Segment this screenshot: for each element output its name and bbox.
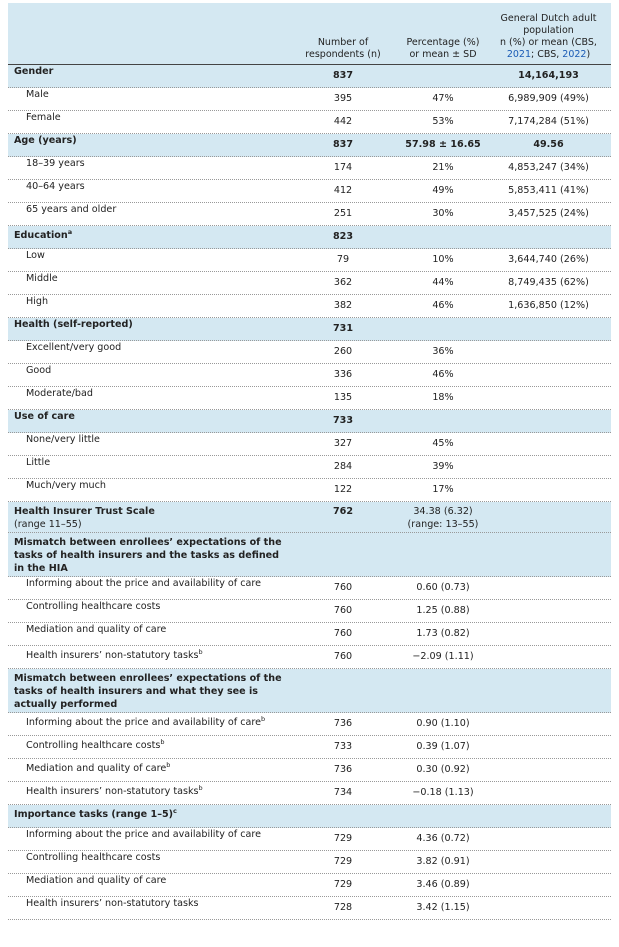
row-label-text: Informing about the price and availability of care [26,717,262,729]
row-label [14,134,294,147]
respondents-value: 382 [333,300,353,311]
percentage-value: 49% [432,185,454,196]
respondents-value: 823 [332,231,354,242]
footnote-marker: b [160,738,165,746]
percentage-value: −0.18 (1.13) [412,787,474,798]
percentage-value: 21% [432,162,454,173]
row-label-text: Little [26,457,51,468]
header-text: Percentage (%) [406,37,480,48]
row-label-text: Mediation and quality of care [26,624,167,635]
percentage-value: 3.82 (0.91) [416,856,470,867]
respondents-value: 729 [333,833,353,844]
row-label [26,364,306,377]
row-label [26,577,306,590]
row-label-line: tasks of health insurers and the tasks as defined [14,550,280,561]
row-label [26,180,306,193]
table-row [8,759,611,782]
respondents-value: 736 [333,764,353,775]
respondents-value: 395 [333,93,353,104]
percentage-value: 47% [432,93,454,104]
row-label [26,272,306,285]
header-text: Number of [317,37,369,48]
table-body [8,65,611,920]
table-row [8,897,611,920]
percentage-value: 10% [432,254,454,265]
row-label-text: Controlling healthcare costs [26,601,161,612]
table-row [8,646,611,669]
row-label [26,295,306,308]
table-row [8,111,611,134]
row-label [26,874,306,887]
percentage-line: (range: 13–55) [407,519,479,530]
percentage-value: 46% [432,369,454,380]
row-label [26,249,306,262]
row-label-text: 40–64 years [26,181,85,192]
table-row [8,851,611,874]
respondents-value: 251 [333,208,353,219]
row-label-text: Use of care [14,411,75,422]
header-text: respondents (n) [305,49,381,60]
header-text [293,49,393,61]
footnote-marker: b [198,784,203,792]
percentage-value: 0.60 (0.73) [416,582,470,593]
row-label-text: Controlling healthcare costs [26,852,161,863]
table-row [8,249,611,272]
table-row [8,623,611,646]
percentage-value: 0.30 (0.92) [416,764,470,775]
percentage-value: 0.90 (1.10) [416,718,470,729]
respondents-value: 762 [332,506,354,517]
table-row [8,577,611,600]
percentage-value: 4.36 (0.72) [416,833,470,844]
respondents-value: 729 [333,879,353,890]
row-label [14,805,294,821]
row-label-line: in the HIA [14,563,68,574]
table-row [8,157,611,180]
percentage-value: 45% [432,438,454,449]
percentage-value: 36% [432,346,454,357]
respondents-value: 733 [333,741,353,752]
row-label [26,111,306,124]
citation-link-2021[interactable]: 2021 [506,49,531,60]
row-label [14,502,294,531]
population-value: 5,853,411 (41%) [508,185,589,196]
row-label [26,623,306,636]
header-text: n (%) or mean (CBS, [500,37,597,48]
respondents-value: 760 [333,605,353,616]
respondents-value: 733 [332,415,354,426]
respondents-value: 122 [333,484,353,495]
respondents-value: 760 [333,582,353,593]
table-row [8,456,611,479]
row-label-text: Male [26,89,49,100]
table-row [8,180,611,203]
population-value: 3,644,740 (26%) [508,254,589,265]
respondents-value: 760 [333,628,353,639]
table-row [8,874,611,897]
section-row [8,502,611,533]
respondents-value: 362 [333,277,353,288]
footnote-marker: b [198,648,203,656]
row-label [26,157,306,170]
row-label-text: High [26,296,49,307]
percentage-value: 39% [432,461,454,472]
row-label [14,226,294,242]
respondents-value: 412 [333,185,353,196]
row-label-text: Education [14,230,68,242]
row-label [26,782,306,798]
header-text: ) [586,49,591,60]
table-row [8,736,611,759]
section-row [8,226,611,249]
percentage-value: 1.73 (0.82) [416,628,470,639]
percentage-value: 17% [432,484,454,495]
percentage-value: 44% [432,277,454,288]
row-label-text: Health insurers’ non-statutory tasks [26,786,199,798]
percentage-value: 18% [432,392,454,403]
row-label-text: Gender [14,66,54,77]
row-label-text: Informing about the price and availability of care [26,829,262,840]
population-value: 7,174,284 (51%) [508,116,589,127]
header-text: General Dutch adult [500,13,597,24]
row-label [14,318,294,331]
row-label-text: Health insurers’ non-statutory tasks [26,650,199,662]
section-row [8,410,611,433]
footnote-marker: a [67,228,73,236]
row-label [26,479,306,492]
table-row [8,433,611,456]
section-row [8,805,611,828]
table-row [8,88,611,111]
respondents-value: 79 [336,254,350,265]
row-label [26,897,306,910]
header-general-population [486,13,611,61]
footnote-marker: c [173,807,177,815]
row-label-text: 65 years and older [26,204,117,215]
row-label-text: Health (self-reported) [14,319,133,330]
percentage-value: 57.98 ± 16.65 [405,139,481,150]
row-label-line: Mismatch between enrollees’ expectations of the [14,673,282,684]
row-label [14,410,294,423]
row-label-text: Informing about the price and availability of care [26,578,262,589]
header-percentage [393,37,493,61]
respondents-value: 336 [333,369,353,380]
row-label [14,533,294,575]
population-value: 8,749,435 (62%) [508,277,589,288]
respondents-value: 736 [333,718,353,729]
row-label [26,736,306,752]
row-label-line: Health Insurer Trust Scale [14,506,155,517]
percentage-value: 30% [432,208,454,219]
row-label-text: Controlling healthcare costs [26,740,161,752]
row-label [26,646,306,662]
row-label [26,341,306,354]
population-value: 1,636,850 (12%) [508,300,589,311]
percentage-value: 53% [432,116,454,127]
table-row [8,479,611,502]
table-row [8,782,611,805]
percentage-value: 1.25 (0.88) [416,605,470,616]
section-row [8,669,611,713]
row-label-text: Health insurers’ non-statutory tasks [26,898,199,909]
row-label-text: 18–39 years [26,158,85,169]
footnote-marker: b [261,715,266,723]
percentage-value: 46% [432,300,454,311]
respondents-value: 837 [332,70,354,81]
table-row [8,203,611,226]
row-label-text: Mediation and quality of care [26,875,167,886]
table-row [8,828,611,851]
header-number-of-respondents [293,37,393,61]
row-label [26,759,306,775]
row-label-text: Good [26,365,52,376]
percentage-value: 3.46 (0.89) [416,879,470,890]
row-label-line: Mismatch between enrollees’ expectations of the [14,537,282,548]
population-value: 4,853,247 (34%) [508,162,589,173]
row-label [14,669,294,711]
header-text: or mean ± SD [409,49,477,60]
percentage-line: 34.38 (6.32) [413,506,473,517]
respondents-value: 442 [333,116,353,127]
table-header [8,3,611,65]
row-label-text: Importance tasks (range 1–5) [14,809,174,821]
table-row [8,387,611,410]
row-label [26,456,306,469]
respondents-value: 260 [333,346,353,357]
row-label-text: Middle [26,273,58,284]
row-label-text: Moderate/bad [26,388,93,399]
respondents-value: 729 [333,856,353,867]
table-row [8,600,611,623]
percentage-value: 0.39 (1.07) [416,741,470,752]
section-row [8,65,611,88]
table-row [8,272,611,295]
respondents-value: 734 [333,787,353,798]
row-label [26,433,306,446]
row-label [26,600,306,613]
row-label [26,203,306,216]
percentage-value: 3.42 (1.15) [416,902,470,913]
header-text: ; CBS, [531,49,563,60]
row-label [14,65,294,78]
table-row [8,341,611,364]
section-row [8,533,611,577]
percentage-value [393,505,493,531]
row-label-text: Age (years) [14,135,77,146]
row-label-text: Mediation and quality of care [26,763,167,775]
row-label-text: None/very little [26,434,100,445]
population-value: 3,457,525 (24%) [508,208,589,219]
row-label-line: (range 11–55) [14,519,82,530]
row-label-line: tasks of health insurers and what they see is [14,686,259,697]
footnote-marker: b [166,761,171,769]
respondents-value: 760 [333,651,353,662]
row-label [26,88,306,101]
header-text: population [523,25,574,36]
respondents-value: 837 [332,139,354,150]
respondents-value: 327 [333,438,353,449]
respondents-value: 731 [332,323,354,334]
row-label [26,851,306,864]
row-label [26,387,306,400]
table-row [8,364,611,387]
table-row [8,295,611,318]
citation-link-2022[interactable]: 2022 [562,49,587,60]
population-value: 6,989,909 (49%) [508,93,589,104]
population-value: 14,164,193 [518,70,579,81]
section-row [8,318,611,341]
row-label-text: Low [26,250,45,261]
row-label-text: Female [26,112,61,123]
population-value: 49.56 [533,139,564,150]
row-label-line: actually performed [14,699,118,710]
respondents-value: 174 [333,162,353,173]
table-row [8,713,611,736]
respondents-value: 728 [333,902,353,913]
row-label [26,828,306,841]
row-label-text: Excellent/very good [26,342,122,353]
section-row [8,134,611,157]
row-label-text: Much/very much [26,480,106,491]
respondents-value: 135 [333,392,353,403]
row-label [26,713,306,729]
respondents-value: 284 [333,461,353,472]
header-text [486,49,611,61]
demographics-table [8,3,611,920]
percentage-value: −2.09 (1.11) [412,651,474,662]
